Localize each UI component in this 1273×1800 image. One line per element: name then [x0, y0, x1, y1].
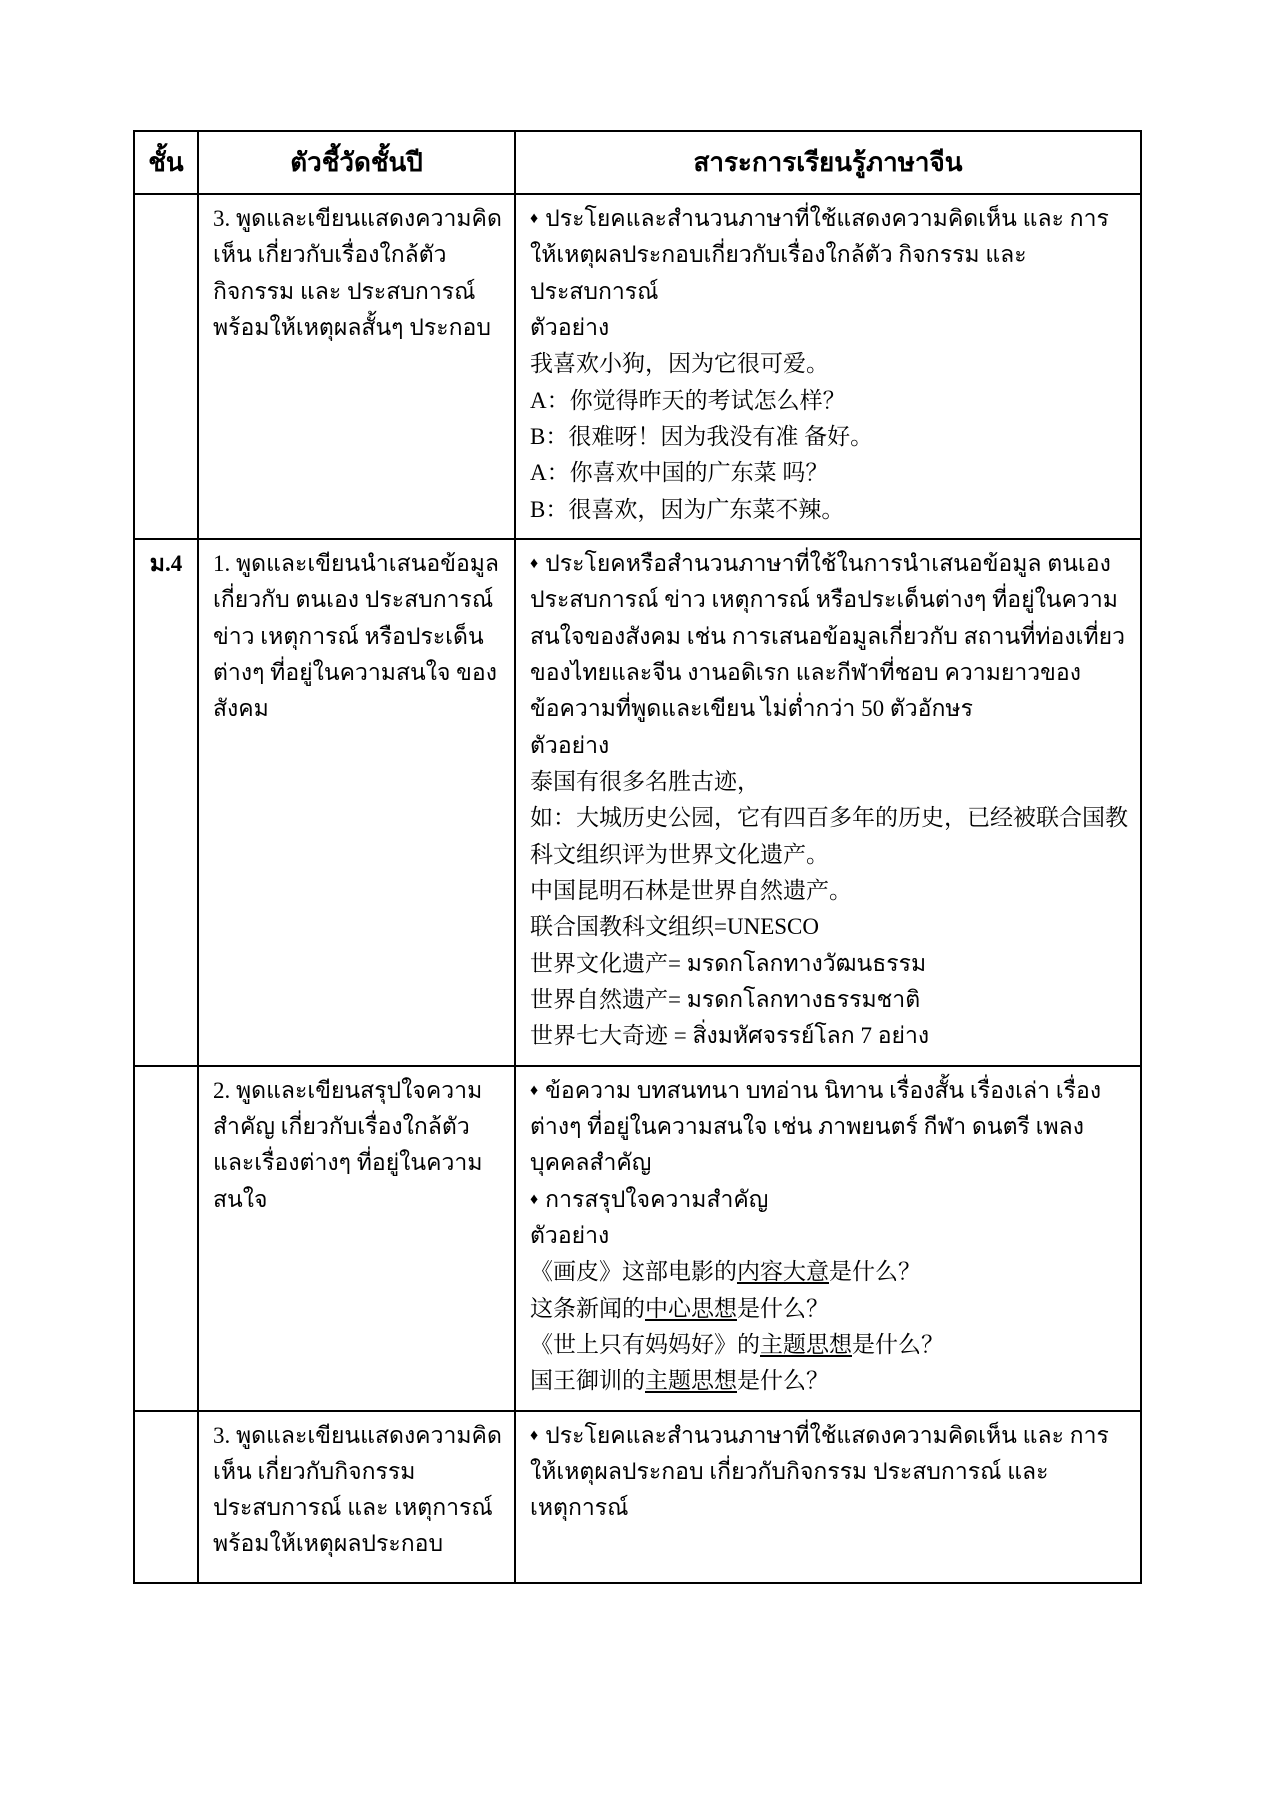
grade-cell [134, 1066, 198, 1411]
example-line: 世界文化遗产= มรดกโลกทางวัฒนธรรม [530, 950, 927, 976]
example-line: 世界自然遗产= มรดกโลกทางธรรมชาติ [530, 986, 921, 1012]
example-line: 国王御训的主题思想是什么？ [530, 1368, 829, 1394]
underlined-term: 内容大意 [737, 1259, 829, 1285]
curriculum-table [133, 130, 1142, 1584]
indicator-cell: 3. พูดและเขียนแสดงความคิดเห็น เกี่ยวกับกิจกรรม ประสบการณ์ และ เหตุการณ์ พร้อมให้เหตุผลประกอบ [198, 1411, 515, 1583]
bullet-item: ♦ ประโยคและสำนวนภาษาที่ใช้แสดงความคิดเห็น และ การให้เหตุผลประกอบเกี่ยวกับเรื่องใกล้ตัว กิจกรรม และ ประสบการณ์ [530, 206, 1109, 304]
example-line: ตัวอย่าง [530, 314, 610, 340]
example-line: 这条新闻的中心思想是什么？ [530, 1295, 829, 1321]
table-body [134, 194, 1141, 1583]
example-line: 中国昆明石林是世界自然遗产。 [530, 877, 852, 903]
diamond-bullet-icon: ♦ [530, 554, 539, 572]
underlined-term: 中心思想 [645, 1295, 737, 1321]
example-line: A：你觉得昨天的考试怎么样？ [530, 387, 846, 413]
diamond-bullet-icon: ♦ [530, 1190, 539, 1208]
table-row [134, 539, 1141, 1066]
diamond-bullet-icon: ♦ [530, 1081, 539, 1099]
example-line: ตัวอย่าง [530, 732, 610, 758]
content-cell [515, 1411, 1141, 1583]
example-line: 《世上只有妈妈好》的主题思想是什么？ [530, 1331, 944, 1357]
indicator-cell: 1. พูดและเขียนนำเสนอข้อมูลเกี่ยวกับ ตนเอง ประสบการณ์ ข่าว เหตุการณ์ หรือประเด็นต่างๆ ที่อยู่ในความสนใจ ของสังคม [198, 539, 515, 1066]
example-line: 联合国教科文组织=UNESCO [530, 914, 819, 940]
example-line: 泰国有很多名胜古迹， [530, 768, 760, 794]
table-row [134, 1411, 1141, 1583]
example-line: 《画皮》这部电影的内容大意是什么？ [530, 1259, 921, 1285]
example-line: A：你喜欢中国的广东菜 吗？ [530, 460, 829, 486]
example-line: B：很难呀！因为我没有准 备好。 [530, 423, 874, 449]
header-content: สาระการเรียนรู้ภาษาจีน [515, 131, 1141, 194]
example-line: 我喜欢小狗，因为它很可爱。 [530, 351, 829, 377]
bullet-item: ♦ ประโยคและสำนวนภาษาที่ใช้แสดงความคิดเห็น และ การให้เหตุผลประกอบ เกี่ยวกับกิจกรรม ประสบการณ์ และเหตุการณ์ [530, 1422, 1109, 1521]
header-indicator: ตัวชี้วัดชั้นปี [198, 131, 515, 194]
table-header [134, 131, 1141, 194]
header-row [134, 131, 1141, 194]
grade-cell [134, 194, 198, 539]
example-line: ตัวอย่าง [530, 1222, 610, 1248]
indicator-cell: 2. พูดและเขียนสรุปใจความสำคัญ เกี่ยวกับเรื่องใกล้ตัว และเรื่องต่างๆ ที่อยู่ในความสนใจ [198, 1066, 515, 1411]
grade-cell [134, 1411, 198, 1583]
diamond-bullet-icon: ♦ [530, 210, 539, 227]
header-grade: ชั้น [134, 131, 198, 194]
example-line: 如：大城历史公园，它有四百多年的历史，已经被联合国教科文组织评为世界文化遗产。 [530, 805, 1128, 867]
table-row [134, 1066, 1141, 1411]
bullet-item: ♦ การสรุปใจความสำคัญ [530, 1186, 769, 1212]
diamond-bullet-icon: ♦ [530, 1426, 539, 1444]
bullet-item: ♦ ข้อความ บทสนทนา บทอ่าน นิทาน เรื่องสั้น เรื่องเล่า เรื่องต่างๆ ที่อยู่ในความสนใจ เช่น ภาพยนตร์ กีฬา ดนตรี เพลง บุคคลสำคัญ [530, 1077, 1102, 1176]
example-line: 世界七大奇迹 = สิ่งมหัศจรรย์โลก 7 อย่าง [530, 1023, 930, 1049]
content-cell [515, 539, 1141, 1066]
content-cell [515, 1066, 1141, 1411]
content-cell [515, 194, 1141, 539]
example-line: B：很喜欢，因为广东菜不辣。 [530, 496, 845, 522]
underlined-term: 主题思想 [760, 1331, 852, 1357]
table-row [134, 194, 1141, 539]
indicator-cell: 3. พูดและเขียนแสดงความคิดเห็น เกี่ยวกับเรื่องใกล้ตัว กิจกรรม และ ประสบการณ์ พร้อมให้เหตุผลสั้นๆ ประกอบ [198, 194, 515, 539]
underlined-term: 主题思想 [645, 1368, 737, 1394]
bullet-item: ♦ ประโยคหรือสำนวนภาษาที่ใช้ในการนำเสนอข้อมูล ตนเอง ประสบการณ์ ข่าว เหตุการณ์ หรือประเด็นต่างๆ ที่อยู่ในความสนใจของสังคม เช่น การเสนอข้อมูลเกี่ยวกับ สถานที่ท่องเที่ยวของไทยและจีน งานอดิเรก และกีฬาที่ชอบ ความยาวของข้อความที่พูดและเขียน ไม่ต่ำกว่า 50 ตัวอักษร [530, 550, 1126, 722]
grade-cell: ม.4 [134, 539, 198, 1066]
